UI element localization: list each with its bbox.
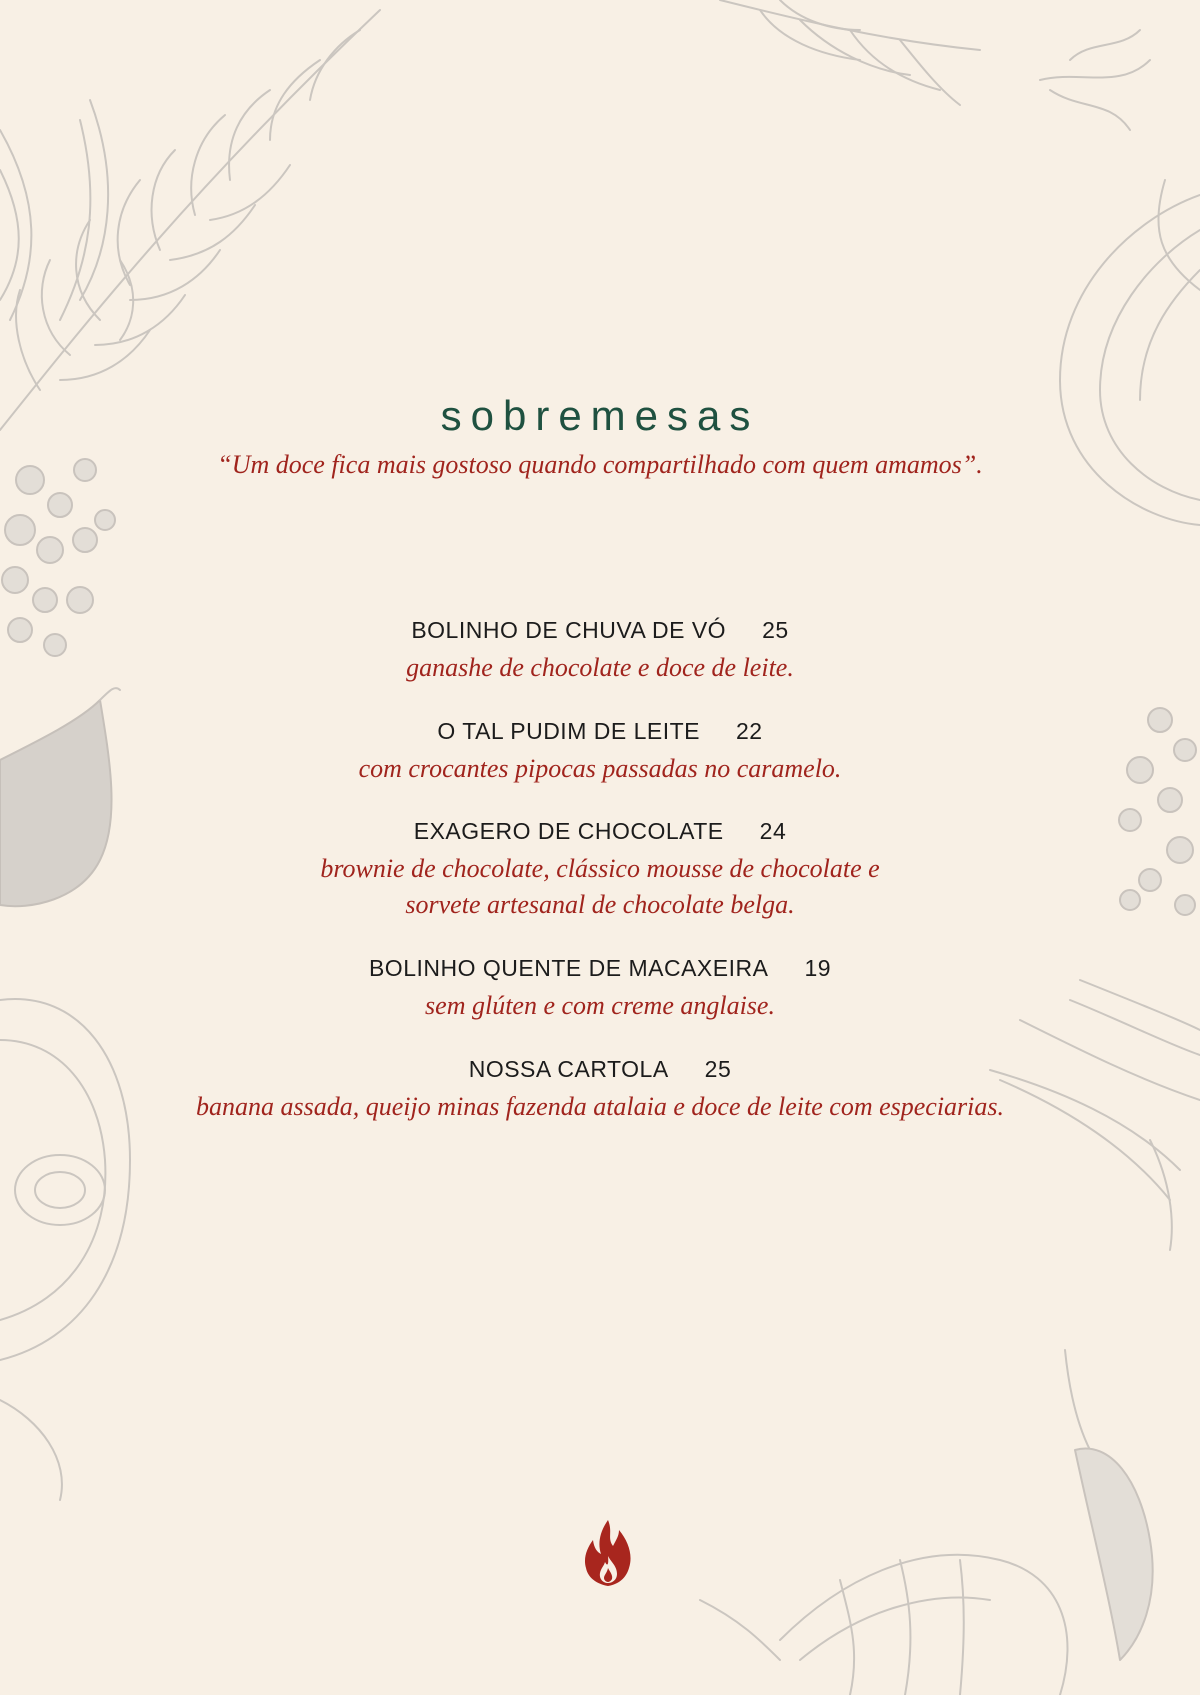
item-price: 25	[762, 617, 789, 643]
menu-item	[0, 617, 1200, 686]
item-price: 22	[736, 718, 763, 744]
item-description: banana assada, queijo minas fazenda atalaia e doce de leite com especiarias.	[195, 1092, 1005, 1121]
page-title: sobremesas	[440, 392, 760, 439]
item-name: EXAGERO DE CHOCOLATE	[413, 818, 724, 844]
item-description: com crocantes pipocas passadas no caramelo.	[358, 754, 842, 783]
shrimp-icon	[700, 1555, 1068, 1695]
menu-item	[0, 955, 1200, 1024]
item-description	[0, 851, 1200, 923]
herb-sprig-icon	[720, 0, 1150, 130]
item-description: sem glúten e com creme anglaise.	[425, 991, 775, 1020]
item-price: 25	[704, 1056, 732, 1082]
item-name: NOSSA CARTOLA	[468, 1056, 669, 1082]
item-name: BOLINHO DE CHUVA DE VÓ	[411, 617, 727, 643]
flame-icon	[583, 1520, 633, 1586]
item-price: 19	[804, 955, 832, 981]
chili-pepper-icon	[1065, 1350, 1153, 1660]
item-description-line: brownie de chocolate, clássico mousse de chocolate e	[320, 854, 880, 883]
item-name: O TAL PUDIM DE LEITE	[437, 718, 701, 744]
menu-item	[0, 718, 1200, 787]
rosemary-branch-icon	[0, 10, 380, 430]
menu-quote: “Um doce fica mais gostoso quando compartilhado com quem amamos”.	[217, 450, 983, 479]
item-name: BOLINHO QUENTE DE MACAXEIRA	[368, 955, 769, 981]
menu-item	[0, 818, 1200, 923]
menu-item	[0, 1056, 1200, 1125]
item-description-line: sorvete artesanal de chocolate belga.	[405, 890, 795, 919]
item-description: ganashe de chocolate e doce de leite.	[406, 653, 794, 682]
item-price: 24	[759, 818, 787, 844]
